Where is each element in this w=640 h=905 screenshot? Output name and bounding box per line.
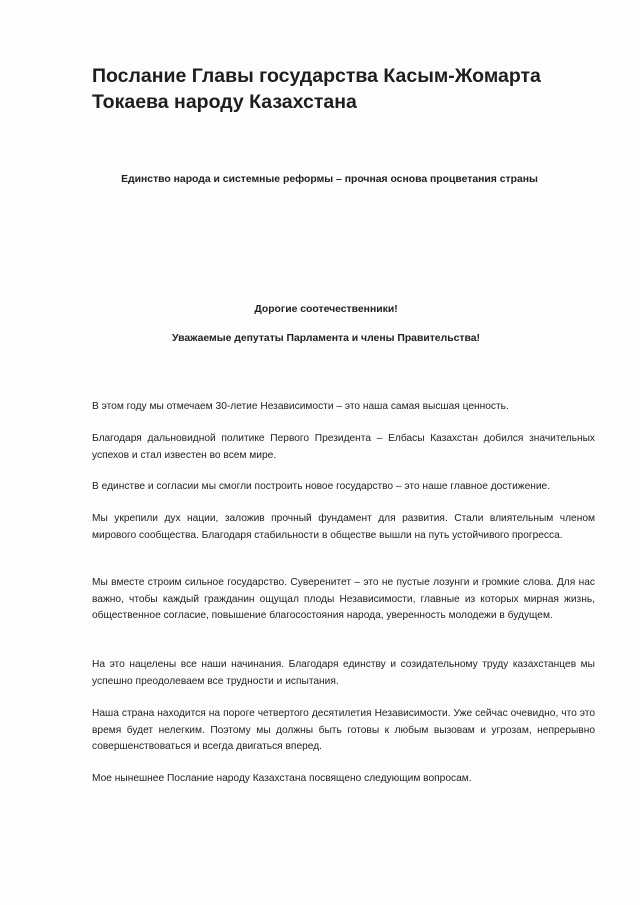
paragraph: Мое нынешнее Послание народу Казахстана посвящено следующим вопросам. [92,773,472,784]
greeting-compatriots: Дорогие соотечественники! [254,304,398,315]
paragraph: Мы вместе строим сильное государство. Суверенитет – это не пустые лозунги и громкие слова. Для нас важно, чтобы каждый гражданин ощущал плоды Независимости, главные из которых мирная жизнь, общественное согласие, повышение благосостояния народа, уверенность молодежи в будущем. [92,577,595,621]
document-subtitle: Единство народа и системные реформы – прочная основа процветания страны [121,174,538,185]
paragraph: Мы укрепили дух нации, заложив прочный фундамент для развития. Стали влиятельным членом мирового сообщества. Благодаря стабильности в обществе вышли на путь устойчивого прогресса. [92,513,595,541]
paragraph: Наша страна находится на пороге четвертого десятилетия Независимости. Уже сейчас очевидно, что это время будет нелегким. Поэтому мы должны быть готовы к любым вызовам и угрозам, непрерывно совершенствоваться и всегда двигаться вперед. [92,708,595,752]
paragraph: Благодаря дальновидной политике Первого Президента – Елбасы Казахстан добился значительных успехов и стал известен во всем мире. [92,433,595,461]
document-title: Послание Главы государства Касым-Жомарта Токаева народу Казахстана [92,65,541,113]
greeting-deputies: Уважаемые депутаты Парламента и члены Правительства! [172,333,480,344]
paragraph: В этом году мы отмечаем 30-летие Независимости – это наша самая высшая ценность. [92,401,509,412]
paragraph: В единстве и согласии мы смогли построить новое государство – это наше главное достижение. [92,481,551,492]
paragraph: На это нацелены все наши начинания. Благодаря единству и созидательному труду казахстанцев мы успешно преодолеваем все трудности и испытания. [92,659,595,687]
